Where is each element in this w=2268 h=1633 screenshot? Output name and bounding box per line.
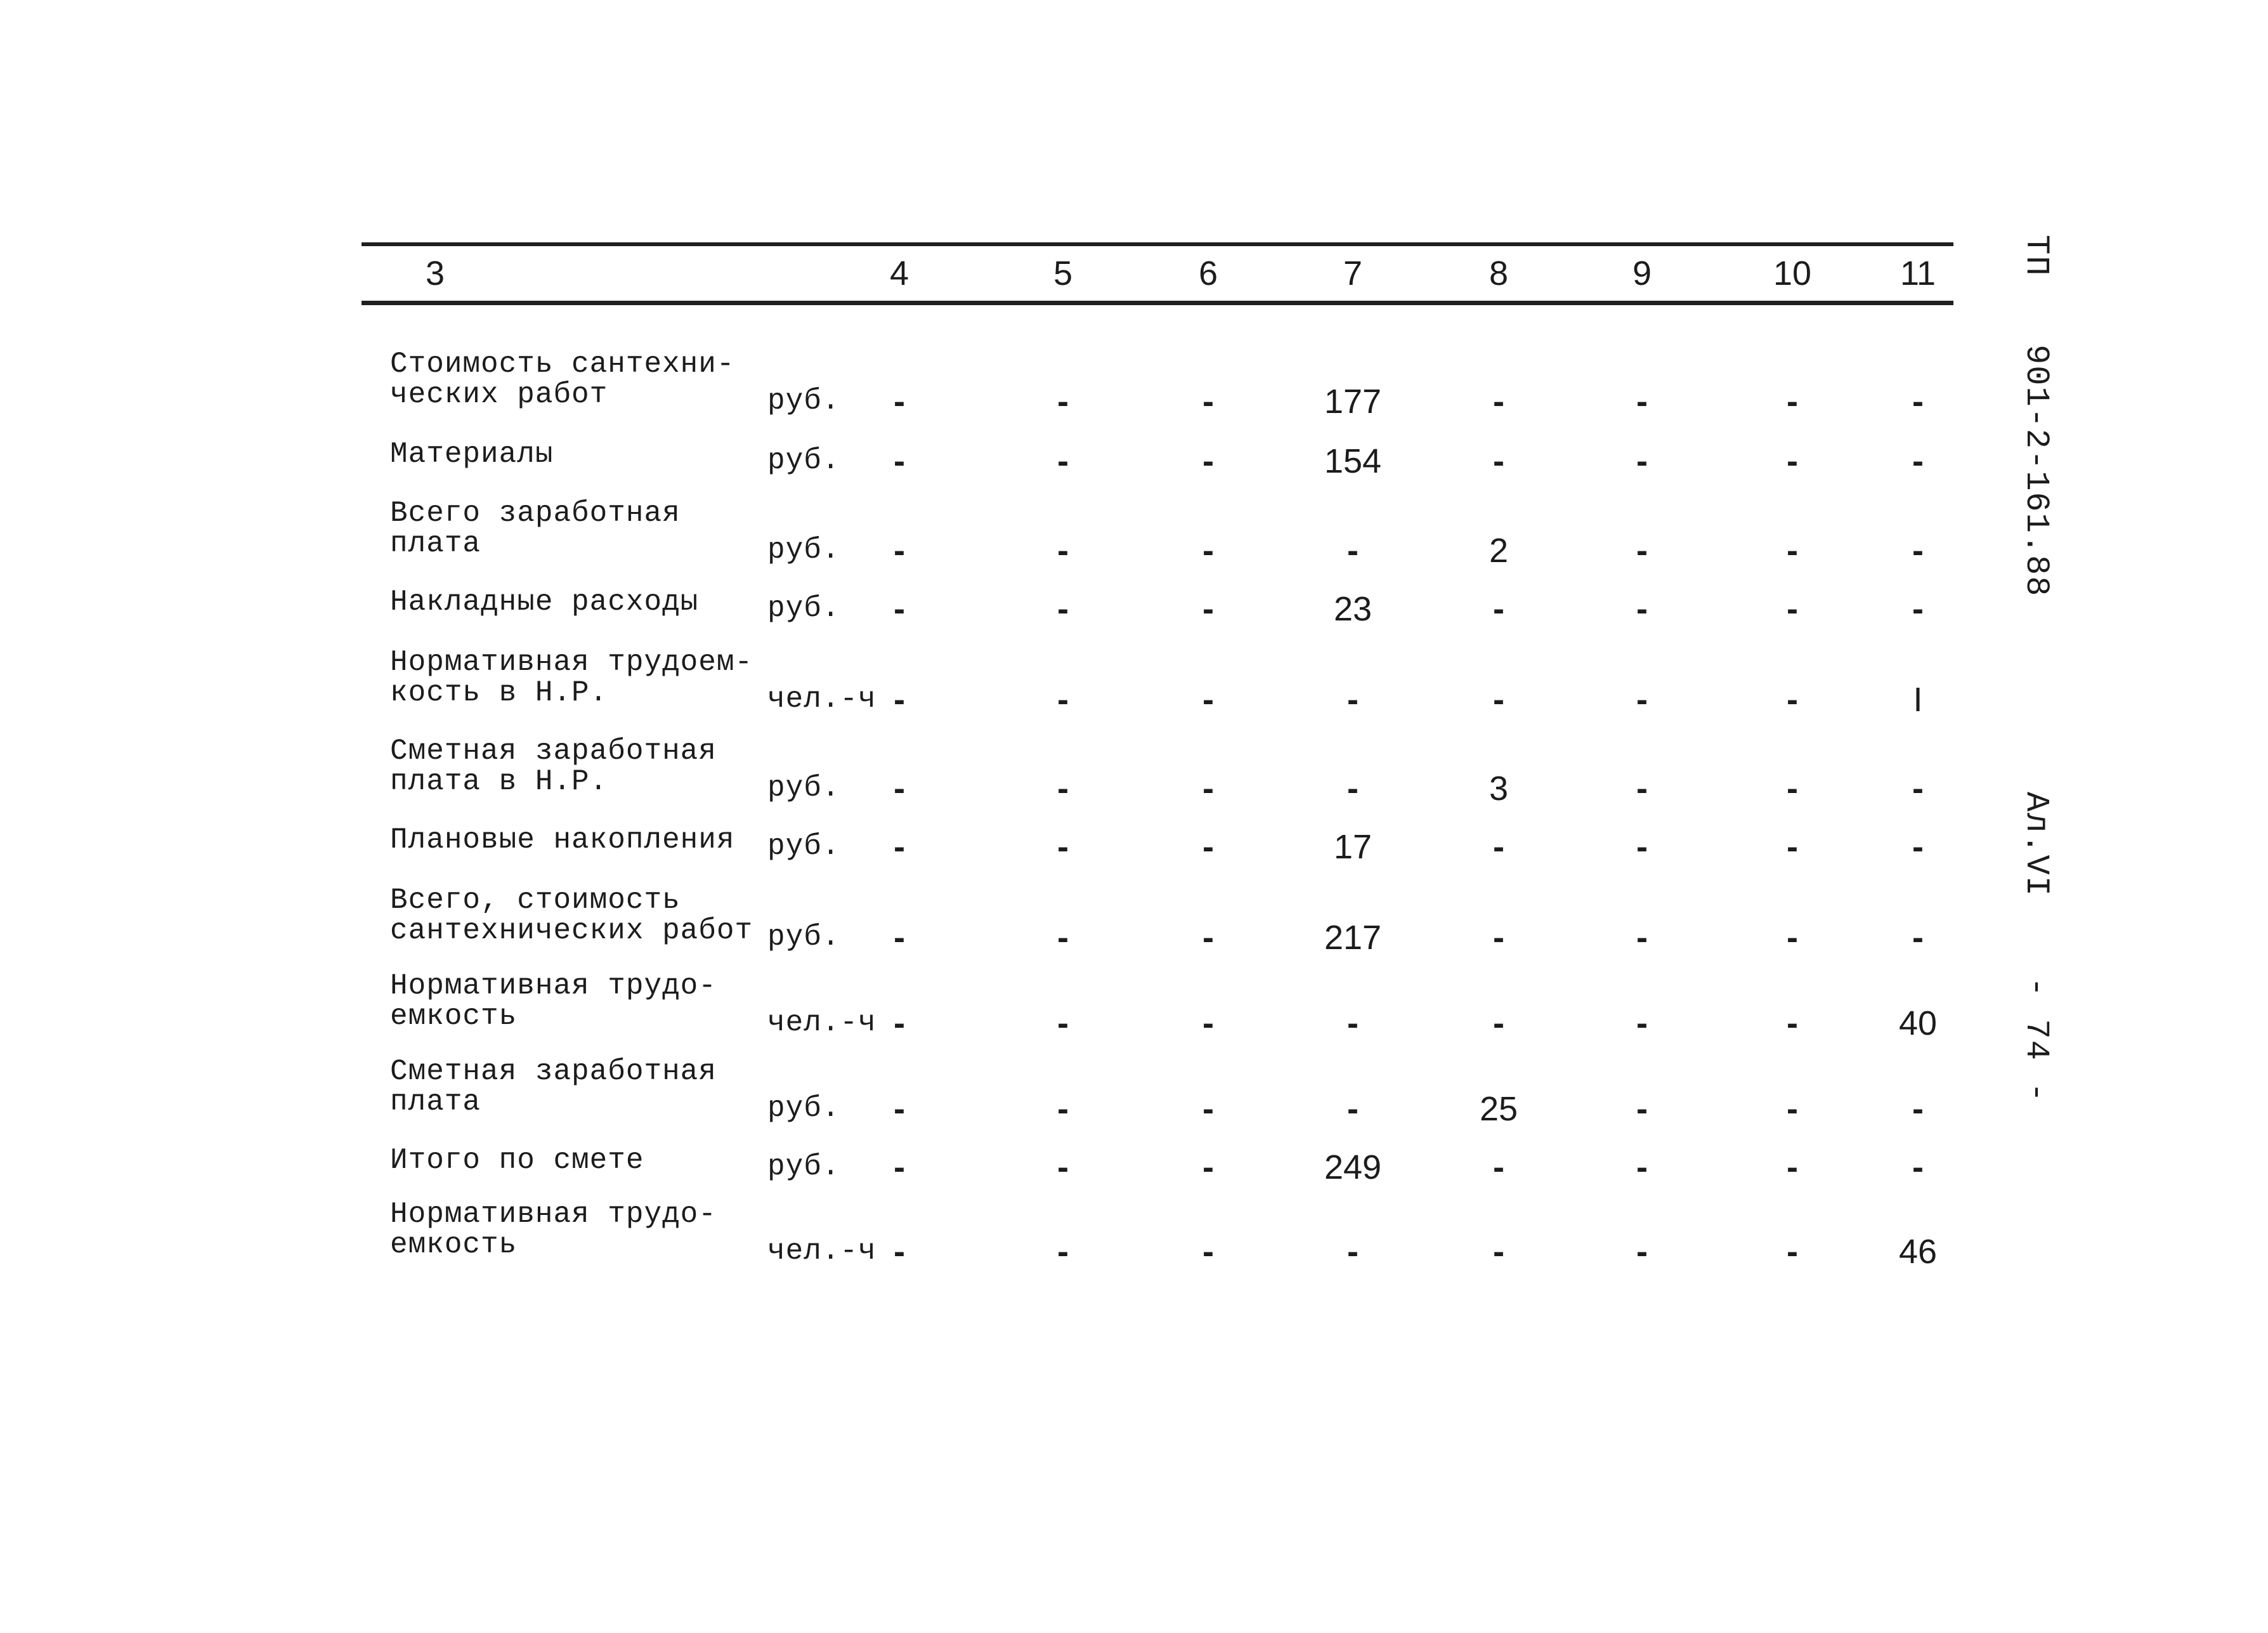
- row-unit: чел.-ч: [767, 683, 877, 716]
- table-cell-col-10: -: [1787, 383, 1798, 421]
- table-cell-col-5: -: [1057, 532, 1069, 570]
- table-cell-col-6: -: [1202, 1090, 1214, 1128]
- table-cell-col-4: -: [894, 1090, 905, 1128]
- table-cell-col-7: -: [1347, 1090, 1359, 1128]
- table-cell-col-4: -: [894, 828, 905, 866]
- row-unit: чел.-ч: [767, 1235, 877, 1268]
- row-label: Стоимость сантехни- ческих работ: [390, 348, 735, 411]
- table-cell-col-6: -: [1202, 383, 1214, 421]
- table-cell-col-10: -: [1787, 919, 1798, 957]
- table-cell-col-6: -: [1202, 1233, 1214, 1271]
- table-row: [0, 885, 1966, 961]
- table-cell-col-8: -: [1493, 590, 1504, 628]
- table-header-rule: [362, 301, 1953, 305]
- table-cell-col-5: -: [1057, 919, 1069, 957]
- table-cell-col-8: -: [1493, 442, 1504, 480]
- column-header-10: 10: [1773, 254, 1812, 292]
- row-label: Всего заработная плата: [390, 497, 681, 560]
- table-cell-col-7: -: [1347, 681, 1359, 719]
- margin-series: ТП: [2017, 235, 2055, 277]
- column-header-7: 7: [1343, 254, 1363, 292]
- table-cell-col-11: I: [1913, 681, 1923, 719]
- row-label: Нормативная трудо- емкость: [390, 1198, 717, 1261]
- table-cell-col-11: 46: [1898, 1233, 1938, 1271]
- table-cell-col-7: 249: [1324, 1148, 1382, 1186]
- table-cell-col-5: -: [1057, 1233, 1069, 1271]
- margin-number: 901-2-161.88: [2017, 344, 2055, 598]
- table-cell-col-7: -: [1347, 532, 1359, 570]
- table-top-rule: [362, 242, 1953, 246]
- table-cell-col-5: -: [1057, 770, 1069, 808]
- row-unit: руб.: [767, 534, 840, 567]
- row-label: Всего, стоимость сантехнических работ: [390, 884, 753, 947]
- table-cell-col-5: -: [1057, 1004, 1069, 1042]
- table-cell-col-7: -: [1347, 1233, 1359, 1271]
- table-cell-col-4: -: [894, 1004, 905, 1042]
- table-cell-col-5: -: [1057, 1148, 1069, 1186]
- table-cell-col-10: -: [1787, 532, 1798, 570]
- column-header-6: 6: [1198, 254, 1218, 292]
- row-unit: руб.: [767, 921, 840, 954]
- table-cell-col-7: 154: [1324, 442, 1382, 480]
- table-cell-col-5: -: [1057, 442, 1069, 480]
- table-cell-col-4: -: [894, 590, 905, 628]
- table-cell-col-10: -: [1787, 442, 1798, 480]
- table-cell-col-6: -: [1202, 770, 1214, 808]
- table-row: [0, 736, 1966, 812]
- table-cell-col-11: -: [1912, 383, 1924, 421]
- table-cell-col-8: -: [1493, 828, 1504, 866]
- row-label: Материалы: [390, 438, 554, 471]
- table-cell-col-9: -: [1636, 590, 1648, 628]
- table-cell-col-5: -: [1057, 590, 1069, 628]
- table-cell-col-4: -: [894, 1233, 905, 1271]
- table-cell-col-9: -: [1636, 770, 1648, 808]
- row-unit: руб.: [767, 771, 840, 804]
- table-cell-col-9: -: [1636, 1090, 1648, 1128]
- table-cell-col-9: -: [1636, 681, 1648, 719]
- table-cell-col-10: -: [1787, 1233, 1798, 1271]
- table-row: [0, 1199, 1966, 1275]
- table-cell-col-8: -: [1493, 1004, 1504, 1042]
- row-label: Нормативная трудоем- кость в Н.Р.: [390, 646, 753, 709]
- table-cell-col-9: -: [1636, 1004, 1648, 1042]
- table-cell-col-10: -: [1787, 681, 1798, 719]
- table-row: [0, 647, 1966, 723]
- table-cell-col-7: 17: [1333, 828, 1372, 866]
- table-cell-col-11: -: [1912, 828, 1924, 866]
- table-cell-col-9: -: [1636, 1148, 1648, 1186]
- table-cell-col-8: 25: [1479, 1090, 1518, 1128]
- row-unit: чел.-ч: [767, 1006, 877, 1039]
- table-cell-col-6: -: [1202, 442, 1214, 480]
- table-cell-col-8: 3: [1489, 770, 1509, 808]
- table-cell-col-11: -: [1912, 590, 1924, 628]
- table-cell-col-9: -: [1636, 442, 1648, 480]
- table-cell-col-7: 177: [1324, 383, 1382, 421]
- row-unit: руб.: [767, 830, 840, 863]
- table-cell-col-11: 40: [1898, 1004, 1938, 1042]
- table-cell-col-6: -: [1202, 681, 1214, 719]
- table-row: [0, 349, 1966, 425]
- table-cell-col-10: -: [1787, 590, 1798, 628]
- table-cell-col-10: -: [1787, 1090, 1798, 1128]
- table-cell-col-7: 23: [1333, 590, 1372, 628]
- table-cell-col-6: -: [1202, 532, 1214, 570]
- table-row: [0, 971, 1966, 1047]
- table-cell-col-8: -: [1493, 919, 1504, 957]
- table-cell-col-11: -: [1912, 919, 1924, 957]
- table-cell-col-9: -: [1636, 1233, 1648, 1271]
- table-cell-col-9: -: [1636, 532, 1648, 570]
- table-cell-col-9: -: [1636, 383, 1648, 421]
- table-cell-col-10: -: [1787, 1004, 1798, 1042]
- table-cell-col-11: -: [1912, 532, 1924, 570]
- table-cell-col-5: -: [1057, 681, 1069, 719]
- table-cell-col-7: -: [1347, 1004, 1359, 1042]
- column-header-8: 8: [1489, 254, 1509, 292]
- row-label: Накладные расходы: [390, 586, 699, 619]
- table-cell-col-11: -: [1912, 1090, 1924, 1128]
- row-label: Сметная заработная плата в Н.Р.: [390, 735, 717, 798]
- row-unit: руб.: [767, 1092, 840, 1125]
- table-cell-col-11: -: [1912, 770, 1924, 808]
- table-cell-col-8: -: [1493, 1148, 1504, 1186]
- table-cell-col-5: -: [1057, 1090, 1069, 1128]
- table-cell-col-8: -: [1493, 681, 1504, 719]
- margin-page-number: - 74 -: [2017, 977, 2055, 1104]
- table-cell-col-10: -: [1787, 770, 1798, 808]
- margin-document-code: [2011, 235, 2055, 1103]
- table-cell-col-5: -: [1057, 828, 1069, 866]
- table-cell-col-10: -: [1787, 1148, 1798, 1186]
- row-unit: руб.: [767, 384, 840, 417]
- table-cell-col-4: -: [894, 681, 905, 719]
- table-cell-col-6: -: [1202, 919, 1214, 957]
- table-cell-col-11: -: [1912, 442, 1924, 480]
- row-label: Плановые накопления: [390, 823, 735, 856]
- table-cell-col-4: -: [894, 442, 905, 480]
- table-cell-col-6: -: [1202, 1148, 1214, 1186]
- table-cell-col-6: -: [1202, 828, 1214, 866]
- row-unit: руб.: [767, 1150, 840, 1183]
- table-row: [0, 1056, 1966, 1132]
- table-cell-col-4: -: [894, 919, 905, 957]
- column-header-3: 3: [425, 254, 445, 292]
- column-header-5: 5: [1053, 254, 1073, 292]
- table-cell-col-9: -: [1636, 828, 1648, 866]
- table-cell-col-5: -: [1057, 383, 1069, 421]
- table-cell-col-7: -: [1347, 770, 1359, 808]
- table-cell-col-6: -: [1202, 1004, 1214, 1042]
- row-label: Нормативная трудо- емкость: [390, 969, 717, 1033]
- table-cell-col-11: -: [1912, 1148, 1924, 1186]
- margin-album: Ал.VI: [2017, 791, 2055, 897]
- row-label: Сметная заработная плата: [390, 1055, 717, 1118]
- table-row: [0, 498, 1966, 574]
- table-cell-col-8: -: [1493, 383, 1504, 421]
- table-cell-col-8: -: [1493, 1233, 1504, 1271]
- column-header-9: 9: [1632, 254, 1652, 292]
- table-cell-col-9: -: [1636, 919, 1648, 957]
- column-header-11: 11: [1900, 254, 1936, 292]
- table-cell-col-6: -: [1202, 590, 1214, 628]
- table-cell-col-4: -: [894, 770, 905, 808]
- table-cell-col-4: -: [894, 383, 905, 421]
- row-unit: руб.: [767, 444, 840, 477]
- table-cell-col-8: 2: [1489, 532, 1509, 570]
- table-cell-col-7: 217: [1324, 919, 1382, 957]
- row-label: Итого по смете: [390, 1144, 644, 1177]
- column-header-4: 4: [889, 254, 909, 292]
- table-cell-col-4: -: [894, 1148, 905, 1186]
- table-cell-col-4: -: [894, 532, 905, 570]
- table-cell-col-10: -: [1787, 828, 1798, 866]
- row-unit: руб.: [767, 592, 840, 625]
